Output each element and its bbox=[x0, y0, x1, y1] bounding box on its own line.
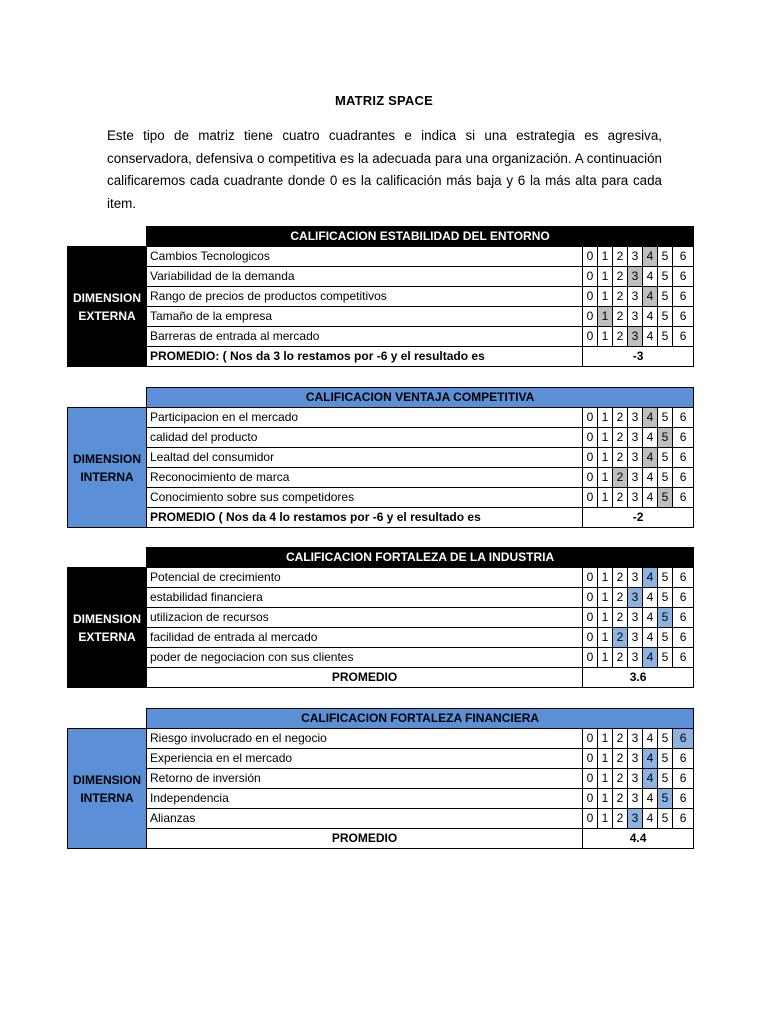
score-cell: 4 bbox=[643, 327, 658, 347]
score-cell: 6 bbox=[673, 488, 694, 508]
score-cell: 6 bbox=[673, 588, 694, 608]
dimension-label bbox=[68, 247, 147, 367]
section-header: CALIFICACION FORTALEZA DE LA INDUSTRIA bbox=[147, 548, 694, 568]
score-cell-selected: 5 bbox=[658, 428, 673, 448]
table-row bbox=[68, 749, 694, 769]
score-cell: 5 bbox=[658, 267, 673, 287]
score-cell: 6 bbox=[673, 247, 694, 267]
score-cell: 0 bbox=[583, 648, 598, 668]
criterion-label: Lealtad del consumidor bbox=[147, 448, 583, 468]
score-cell: 1 bbox=[598, 588, 613, 608]
dimension-label-line2: INTERNA bbox=[80, 790, 134, 805]
score-cell: 6 bbox=[673, 809, 694, 829]
score-cell: 4 bbox=[643, 789, 658, 809]
score-cell: 5 bbox=[658, 327, 673, 347]
score-cell-selected: 6 bbox=[673, 729, 694, 749]
score-cell: 0 bbox=[583, 749, 598, 769]
score-cell: 6 bbox=[673, 628, 694, 648]
score-cell: 3 bbox=[628, 749, 643, 769]
table-row bbox=[68, 327, 694, 347]
score-cell-selected: 5 bbox=[658, 789, 673, 809]
score-cell: 3 bbox=[628, 729, 643, 749]
score-cell: 1 bbox=[598, 247, 613, 267]
score-cell: 5 bbox=[658, 628, 673, 648]
score-cell: 0 bbox=[583, 588, 598, 608]
score-cell: 3 bbox=[628, 608, 643, 628]
score-cell: 4 bbox=[643, 307, 658, 327]
criterion-label: estabilidad financiera bbox=[147, 588, 583, 608]
score-cell: 3 bbox=[628, 488, 643, 508]
table-row bbox=[68, 789, 694, 809]
score-cell: 1 bbox=[598, 628, 613, 648]
criterion-label: Participacion en el mercado bbox=[147, 408, 583, 428]
score-cell: 3 bbox=[628, 648, 643, 668]
score-cell: 4 bbox=[643, 267, 658, 287]
table-corner bbox=[68, 548, 147, 568]
table-row bbox=[68, 468, 694, 488]
dimension-label-line2: EXTERNA bbox=[78, 308, 136, 323]
score-cell: 6 bbox=[673, 428, 694, 448]
score-cell: 0 bbox=[583, 809, 598, 829]
dimension-label-line1: DIMENSION bbox=[72, 451, 141, 466]
score-cell: 2 bbox=[613, 408, 628, 428]
table-row bbox=[68, 729, 694, 749]
score-cell: 6 bbox=[673, 789, 694, 809]
score-cell: 5 bbox=[658, 247, 673, 267]
score-cell: 6 bbox=[673, 307, 694, 327]
score-cell: 0 bbox=[583, 267, 598, 287]
score-cell: 0 bbox=[583, 789, 598, 809]
score-cell: 3 bbox=[628, 769, 643, 789]
score-cell: 0 bbox=[583, 568, 598, 588]
dimension-label bbox=[68, 408, 147, 528]
rating-table-3 bbox=[67, 547, 693, 688]
table-row bbox=[68, 448, 694, 468]
dimension-label bbox=[68, 729, 147, 849]
score-cell: 6 bbox=[673, 749, 694, 769]
score-cell: 2 bbox=[613, 729, 628, 749]
score-cell-selected: 5 bbox=[658, 488, 673, 508]
criterion-label: Potencial de crecimiento bbox=[147, 568, 583, 588]
dimension-label-line1: DIMENSION bbox=[72, 772, 141, 787]
criterion-label: poder de negociacion con sus clientes bbox=[147, 648, 583, 668]
score-cell: 2 bbox=[613, 247, 628, 267]
score-cell: 2 bbox=[613, 568, 628, 588]
dimension-label-line1: DIMENSION bbox=[72, 290, 141, 305]
score-cell: 4 bbox=[643, 468, 658, 488]
score-cell: 5 bbox=[658, 588, 673, 608]
criterion-label: Variabilidad de la demanda bbox=[147, 267, 583, 287]
dimension-label bbox=[68, 568, 147, 688]
score-cell: 5 bbox=[658, 448, 673, 468]
criterion-label: Barreras de entrada al mercado bbox=[147, 327, 583, 347]
score-cell-selected: 3 bbox=[628, 267, 643, 287]
score-cell-selected: 4 bbox=[643, 648, 658, 668]
score-cell-selected: 4 bbox=[643, 769, 658, 789]
score-cell: 0 bbox=[583, 729, 598, 749]
score-cell: 6 bbox=[673, 648, 694, 668]
score-cell: 6 bbox=[673, 327, 694, 347]
score-cell: 6 bbox=[673, 287, 694, 307]
score-cell: 2 bbox=[613, 608, 628, 628]
score-cell: 2 bbox=[613, 428, 628, 448]
score-cell: 0 bbox=[583, 307, 598, 327]
score-cell: 1 bbox=[598, 468, 613, 488]
score-cell: 1 bbox=[598, 488, 613, 508]
score-cell: 2 bbox=[613, 769, 628, 789]
criterion-label: facilidad de entrada al mercado bbox=[147, 628, 583, 648]
score-cell: 2 bbox=[613, 327, 628, 347]
table-row bbox=[68, 628, 694, 648]
score-cell: 1 bbox=[598, 568, 613, 588]
intro-paragraph: Este tipo de matriz tiene cuatro cuadrantes e indica si una estrategia es agresiva, conservadora, defensiva o competitiva es la adecuada para una organización. A continuación calificaremos cada cuadrante donde 0 es la calificación más baja y 6 la más alta para cada item. bbox=[107, 128, 662, 211]
score-cell: 2 bbox=[613, 648, 628, 668]
score-cell: 3 bbox=[628, 468, 643, 488]
score-cell: 4 bbox=[643, 608, 658, 628]
table-corner bbox=[68, 388, 147, 408]
score-cell-selected: 5 bbox=[658, 608, 673, 628]
score-cell: 2 bbox=[613, 307, 628, 327]
score-cell: 5 bbox=[658, 307, 673, 327]
section-header: CALIFICACION ESTABILIDAD DEL ENTORNO bbox=[147, 227, 694, 247]
score-cell: 0 bbox=[583, 408, 598, 428]
section-header: CALIFICACION FORTALEZA FINANCIERA bbox=[147, 709, 694, 729]
section-header: CALIFICACION VENTAJA COMPETITIVA bbox=[147, 388, 694, 408]
score-cell: 4 bbox=[643, 809, 658, 829]
promedio-row bbox=[68, 508, 694, 528]
table-row bbox=[68, 307, 694, 327]
promedio-value: -3 bbox=[583, 347, 694, 367]
criterion-label: Riesgo involucrado en el negocio bbox=[147, 729, 583, 749]
score-cell: 2 bbox=[613, 287, 628, 307]
table-row bbox=[68, 809, 694, 829]
score-cell-selected: 2 bbox=[613, 468, 628, 488]
score-cell: 6 bbox=[673, 408, 694, 428]
rating-table-1 bbox=[67, 226, 693, 367]
score-cell: 1 bbox=[598, 448, 613, 468]
table-row bbox=[68, 287, 694, 307]
promedio-label: PROMEDIO ( Nos da 4 lo restamos por -6 y el resultado es bbox=[147, 508, 583, 528]
dimension-label-line1: DIMENSION bbox=[72, 611, 141, 626]
score-cell: 0 bbox=[583, 287, 598, 307]
score-cell: 6 bbox=[673, 468, 694, 488]
score-cell: 4 bbox=[643, 729, 658, 749]
criterion-label: Cambios Tecnologicos bbox=[147, 247, 583, 267]
score-cell: 0 bbox=[583, 468, 598, 488]
table-row bbox=[68, 608, 694, 628]
score-cell: 0 bbox=[583, 608, 598, 628]
dimension-label-line2: EXTERNA bbox=[78, 629, 136, 644]
score-cell: 1 bbox=[598, 809, 613, 829]
score-cell: 3 bbox=[628, 628, 643, 648]
score-cell-selected: 3 bbox=[628, 327, 643, 347]
score-cell-selected: 2 bbox=[613, 628, 628, 648]
score-cell: 4 bbox=[643, 488, 658, 508]
score-cell: 1 bbox=[598, 408, 613, 428]
criterion-label: Alianzas bbox=[147, 809, 583, 829]
score-cell: 0 bbox=[583, 247, 598, 267]
score-cell: 0 bbox=[583, 488, 598, 508]
table-row bbox=[68, 488, 694, 508]
score-cell-selected: 4 bbox=[643, 408, 658, 428]
page-title: MATRIZ SPACE bbox=[335, 93, 433, 108]
criterion-label: Retorno de inversión bbox=[147, 769, 583, 789]
score-cell: 1 bbox=[598, 287, 613, 307]
promedio-value: -2 bbox=[583, 508, 694, 528]
score-cell: 5 bbox=[658, 729, 673, 749]
promedio-label: PROMEDIO bbox=[147, 668, 583, 688]
score-cell: 2 bbox=[613, 749, 628, 769]
score-cell: 1 bbox=[598, 769, 613, 789]
promedio-value: 4.4 bbox=[583, 829, 694, 849]
score-cell: 3 bbox=[628, 428, 643, 448]
score-cell: 2 bbox=[613, 588, 628, 608]
score-cell-selected: 4 bbox=[643, 568, 658, 588]
score-cell: 5 bbox=[658, 468, 673, 488]
score-cell: 3 bbox=[628, 307, 643, 327]
criterion-label: Independencia bbox=[147, 789, 583, 809]
score-cell: 6 bbox=[673, 267, 694, 287]
table-row bbox=[68, 247, 694, 267]
score-cell-selected: 4 bbox=[643, 247, 658, 267]
score-cell: 1 bbox=[598, 608, 613, 628]
score-cell: 5 bbox=[658, 749, 673, 769]
promedio-label: PROMEDIO: ( Nos da 3 lo restamos por -6 y el resultado es bbox=[147, 347, 583, 367]
table-corner bbox=[68, 709, 147, 729]
score-cell: 2 bbox=[613, 789, 628, 809]
score-cell: 1 bbox=[598, 648, 613, 668]
score-cell: 5 bbox=[658, 568, 673, 588]
score-cell: 3 bbox=[628, 789, 643, 809]
score-cell: 1 bbox=[598, 267, 613, 287]
score-cell: 0 bbox=[583, 428, 598, 448]
score-cell: 3 bbox=[628, 247, 643, 267]
score-cell: 1 bbox=[598, 789, 613, 809]
dimension-label-line2: INTERNA bbox=[80, 469, 134, 484]
table-corner bbox=[68, 227, 147, 247]
promedio-row bbox=[68, 829, 694, 849]
score-cell-selected: 1 bbox=[598, 307, 613, 327]
score-cell: 3 bbox=[628, 287, 643, 307]
score-cell: 5 bbox=[658, 809, 673, 829]
score-cell: 6 bbox=[673, 568, 694, 588]
score-cell: 0 bbox=[583, 327, 598, 347]
score-cell: 5 bbox=[658, 287, 673, 307]
score-cell: 5 bbox=[658, 769, 673, 789]
score-cell: 0 bbox=[583, 769, 598, 789]
score-cell: 4 bbox=[643, 588, 658, 608]
score-cell: 1 bbox=[598, 327, 613, 347]
score-cell: 3 bbox=[628, 408, 643, 428]
rating-table-4 bbox=[67, 708, 693, 849]
table-row bbox=[68, 428, 694, 448]
score-cell: 2 bbox=[613, 448, 628, 468]
score-cell-selected: 4 bbox=[643, 287, 658, 307]
table-row bbox=[68, 408, 694, 428]
score-cell: 1 bbox=[598, 729, 613, 749]
promedio-value: 3.6 bbox=[583, 668, 694, 688]
score-cell: 5 bbox=[658, 408, 673, 428]
promedio-row bbox=[68, 668, 694, 688]
score-cell: 2 bbox=[613, 488, 628, 508]
score-cell-selected: 4 bbox=[643, 448, 658, 468]
rating-table-2 bbox=[67, 387, 693, 528]
criterion-label: Reconocimiento de marca bbox=[147, 468, 583, 488]
table-row bbox=[68, 568, 694, 588]
criterion-label: calidad del producto bbox=[147, 428, 583, 448]
score-cell: 6 bbox=[673, 608, 694, 628]
score-cell: 3 bbox=[628, 448, 643, 468]
score-cell-selected: 3 bbox=[628, 588, 643, 608]
criterion-label: utilizacion de recursos bbox=[147, 608, 583, 628]
score-cell: 6 bbox=[673, 769, 694, 789]
promedio-label: PROMEDIO bbox=[147, 829, 583, 849]
score-cell: 3 bbox=[628, 568, 643, 588]
score-cell-selected: 4 bbox=[643, 749, 658, 769]
score-cell: 1 bbox=[598, 428, 613, 448]
table-row bbox=[68, 588, 694, 608]
score-cell: 0 bbox=[583, 448, 598, 468]
score-cell: 1 bbox=[598, 749, 613, 769]
criterion-label: Conocimiento sobre sus competidores bbox=[147, 488, 583, 508]
score-cell: 5 bbox=[658, 648, 673, 668]
score-cell: 0 bbox=[583, 628, 598, 648]
score-cell: 2 bbox=[613, 809, 628, 829]
criterion-label: Experiencia en el mercado bbox=[147, 749, 583, 769]
criterion-label: Rango de precios de productos competitivos bbox=[147, 287, 583, 307]
score-cell: 6 bbox=[673, 448, 694, 468]
table-row bbox=[68, 267, 694, 287]
score-cell-selected: 3 bbox=[628, 809, 643, 829]
promedio-row bbox=[68, 347, 694, 367]
score-cell: 4 bbox=[643, 628, 658, 648]
score-cell: 4 bbox=[643, 428, 658, 448]
table-row bbox=[68, 648, 694, 668]
table-row bbox=[68, 769, 694, 789]
criterion-label: Tamaño de la empresa bbox=[147, 307, 583, 327]
score-cell: 2 bbox=[613, 267, 628, 287]
